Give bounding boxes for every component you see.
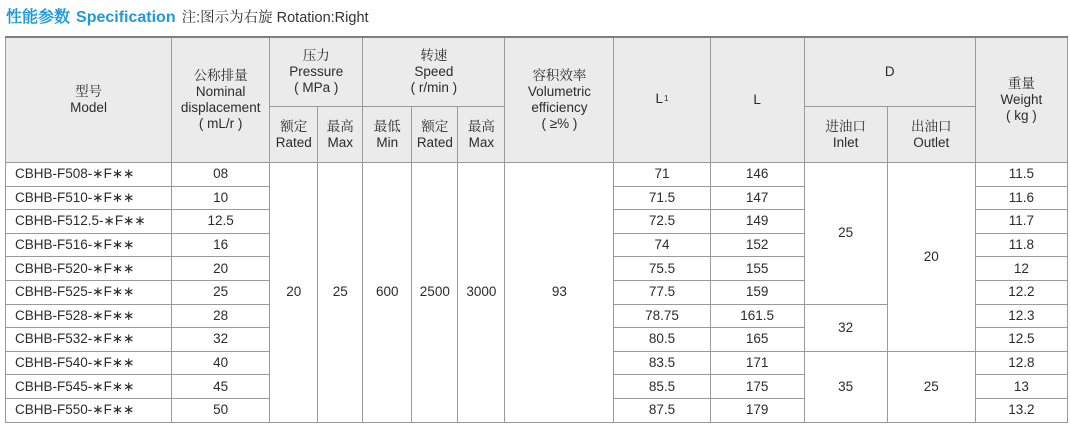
cell-speed-max: 3000 (458, 163, 505, 423)
cell-displacement: 32 (172, 328, 270, 352)
header-weight: 重量 Weight ( kg ) (975, 37, 1067, 163)
cell-model: CBHB-F525-∗F∗∗ (6, 280, 172, 304)
title-english: Specification (76, 9, 176, 26)
header-inlet: 进油口 Inlet (804, 107, 887, 163)
cell-model: CBHB-F510-∗F∗∗ (6, 186, 172, 210)
header-speed-max: 最高 Max (458, 107, 505, 163)
cell-pressure-max: 25 (318, 163, 363, 423)
header-l: L (710, 37, 804, 163)
cell-weight: 12 (975, 257, 1067, 281)
cell-pressure-rated: 20 (270, 163, 318, 423)
cell-weight: 12.3 (975, 304, 1067, 328)
table-row (6, 163, 1068, 187)
cell-model: CBHB-F532-∗F∗∗ (6, 328, 172, 352)
cell-efficiency: 93 (505, 163, 614, 423)
header-model: 型号 Model (6, 37, 172, 163)
cell-l: 146 (710, 163, 804, 187)
title-chinese: 性能参数 (6, 9, 71, 26)
cell-l1: 71 (614, 163, 710, 187)
cell-l: 171 (710, 351, 804, 375)
cell-displacement: 16 (172, 233, 270, 257)
header-speed-rated: 额定 Rated (412, 107, 458, 163)
cell-model: CBHB-F512.5-∗F∗∗ (6, 210, 172, 234)
cell-inlet: 25 (804, 163, 887, 305)
cell-l1: 85.5 (614, 375, 710, 399)
cell-model: CBHB-F508-∗F∗∗ (6, 163, 172, 187)
cell-l: 175 (710, 375, 804, 399)
cell-model: CBHB-F540-∗F∗∗ (6, 351, 172, 375)
cell-outlet: 20 (887, 163, 975, 352)
cell-model: CBHB-F528-∗F∗∗ (6, 304, 172, 328)
header-pressure: 压力 Pressure ( MPa ) (270, 37, 363, 107)
cell-l1: 77.5 (614, 280, 710, 304)
header-pressure-max: 最高 Max (318, 107, 363, 163)
cell-displacement: 45 (172, 375, 270, 399)
rotation-note: 注:图示为右旋 Rotation:Right (181, 10, 369, 26)
cell-l: 179 (710, 398, 804, 422)
specification-table (5, 36, 1068, 423)
cell-l1: 87.5 (614, 398, 710, 422)
cell-weight: 12.8 (975, 351, 1067, 375)
cell-displacement: 50 (172, 398, 270, 422)
cell-l: 155 (710, 257, 804, 281)
header-speed-min: 最低 Min (363, 107, 412, 163)
cell-l1: 71.5 (614, 186, 710, 210)
cell-weight: 11.6 (975, 186, 1067, 210)
cell-l: 152 (710, 233, 804, 257)
cell-model: CBHB-F545-∗F∗∗ (6, 375, 172, 399)
cell-l: 147 (710, 186, 804, 210)
spec-title (6, 4, 369, 26)
cell-l: 165 (710, 328, 804, 352)
cell-displacement: 40 (172, 351, 270, 375)
cell-displacement: 12.5 (172, 210, 270, 234)
cell-displacement: 28 (172, 304, 270, 328)
header-pressure-rated: 额定 Rated (270, 107, 318, 163)
cell-weight: 11.5 (975, 163, 1067, 187)
cell-l: 149 (710, 210, 804, 234)
cell-l: 161.5 (710, 304, 804, 328)
cell-displacement: 25 (172, 280, 270, 304)
cell-weight: 13.2 (975, 398, 1067, 422)
cell-l1: 83.5 (614, 351, 710, 375)
cell-displacement: 08 (172, 163, 270, 187)
cell-model: CBHB-F516-∗F∗∗ (6, 233, 172, 257)
cell-weight: 12.2 (975, 280, 1067, 304)
cell-model: CBHB-F550-∗F∗∗ (6, 398, 172, 422)
cell-model: CBHB-F520-∗F∗∗ (6, 257, 172, 281)
cell-weight: 13 (975, 375, 1067, 399)
cell-weight: 11.8 (975, 233, 1067, 257)
header-d: D (804, 37, 975, 107)
cell-inlet: 32 (804, 304, 887, 351)
cell-weight: 11.7 (975, 210, 1067, 234)
cell-l1: 75.5 (614, 257, 710, 281)
cell-l1: 80.5 (614, 328, 710, 352)
cell-inlet: 35 (804, 351, 887, 422)
cell-displacement: 20 (172, 257, 270, 281)
cell-displacement: 10 (172, 186, 270, 210)
header-l1: $L_1$ (614, 37, 710, 163)
cell-speed-min: 600 (363, 163, 412, 423)
header-outlet: 出油口 Outlet (887, 107, 975, 163)
cell-l1: 74 (614, 233, 710, 257)
cell-outlet: 25 (887, 351, 975, 422)
header-displacement: 公称排量 Nominal displacement ( mL/r ) (172, 37, 270, 163)
cell-speed-rated: 2500 (412, 163, 458, 423)
cell-l: 159 (710, 280, 804, 304)
header-speed: 转速 Speed ( r/min ) (363, 37, 505, 107)
header-efficiency: 容积效率 Volumetric efficiency ( ≥% ) (505, 37, 614, 163)
cell-l1: 72.5 (614, 210, 710, 234)
cell-l1: 78.75 (614, 304, 710, 328)
cell-weight: 12.5 (975, 328, 1067, 352)
